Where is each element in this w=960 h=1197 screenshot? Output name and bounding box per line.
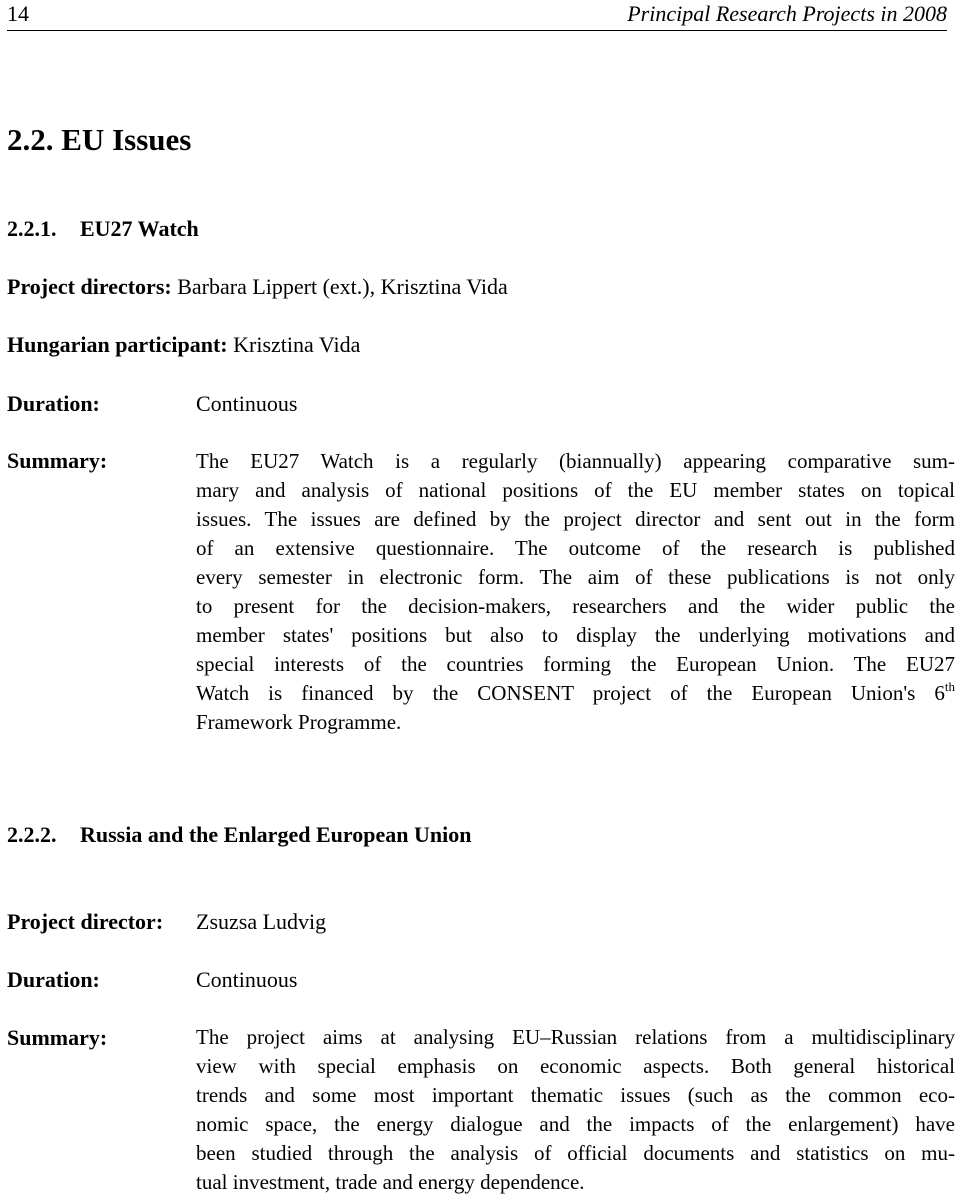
project2-title: Russia and the Enlarged European Union <box>80 822 472 847</box>
project2-heading <box>7 820 471 850</box>
project1-heading <box>7 214 199 244</box>
project1-summary-line: mary and analysis of national positions of the EU member states on topical <box>196 478 955 502</box>
project1-summary-line: special interests of the countries forming the European Union. The EU27 <box>196 652 955 676</box>
project2-summary <box>196 1023 955 1197</box>
page-number: 14 <box>7 1 29 26</box>
project1-duration-value: Continuous <box>196 391 298 416</box>
project1-summary-line-with-superscript <box>196 679 955 708</box>
project2-summary-line: trends and some most important thematic issues (such as the common eco- <box>196 1083 955 1107</box>
project1-directors <box>7 272 508 302</box>
project1-summary-line: every semester in electronic form. The aim of these publications is not only <box>196 565 955 589</box>
project2-duration-label: Duration: <box>7 967 100 992</box>
project1-summary-label: Summary: <box>7 448 108 473</box>
project2-summary-line: The project aims at analysing EU–Russian relations from a multidisciplinary <box>196 1025 955 1049</box>
project2-director-value: Zsuzsa Ludvig <box>196 909 327 934</box>
project2-summary-line: tual investment, trade and energy dependence. <box>196 1170 585 1194</box>
project2-summary-line: view with special emphasis on economic aspects. Both general historical <box>196 1054 955 1078</box>
project1-participant-value: Krisztina Vida <box>233 332 361 357</box>
project1-summary-line: issues. The issues are defined by the project director and sent out in the form <box>196 507 955 531</box>
project1-participant-label: Hungarian participant: <box>7 332 228 357</box>
project1-summary <box>196 447 955 737</box>
header-rule <box>7 30 947 31</box>
project1-summary-line: of an extensive questionnaire. The outcome of the research is published <box>196 536 955 560</box>
project1-summary-line: The EU27 Watch is a regularly (biannually) appearing comparative sum- <box>196 449 955 473</box>
section-heading: 2.2. EU Issues <box>7 122 192 157</box>
project1-summary-line: Framework Programme. <box>196 710 402 734</box>
project1-summary-line-text: Watch is financed by the CONSENT project of the European Union's 6 <box>196 681 945 705</box>
project2-summary-line: nomic space, the energy dialogue and the impacts of the enlargement) have <box>196 1112 955 1136</box>
project1-number: 2.2.1. <box>7 216 57 241</box>
project2-summary-line: been studied through the analysis of official documents and statistics on mu- <box>196 1141 955 1165</box>
project2-summary-label: Summary: <box>7 1025 108 1050</box>
project2-duration-value: Continuous <box>196 967 298 992</box>
project2-number: 2.2.2. <box>7 822 57 847</box>
project1-title: EU27 Watch <box>80 216 199 241</box>
project1-directors-label: Project directors: <box>7 274 172 299</box>
superscript: th <box>944 679 955 694</box>
running-title: Principal Research Projects in 2008 <box>627 1 947 26</box>
project1-summary-line: to present for the decision-makers, researchers and the wider public the <box>196 594 955 618</box>
project1-duration-label: Duration: <box>7 391 100 416</box>
project1-participant <box>7 330 360 360</box>
project2-director-label: Project director: <box>7 909 164 934</box>
project1-summary-line: member states' positions but also to display the underlying motivations and <box>196 623 955 647</box>
project1-directors-value: Barbara Lippert (ext.), Krisztina Vida <box>177 274 508 299</box>
